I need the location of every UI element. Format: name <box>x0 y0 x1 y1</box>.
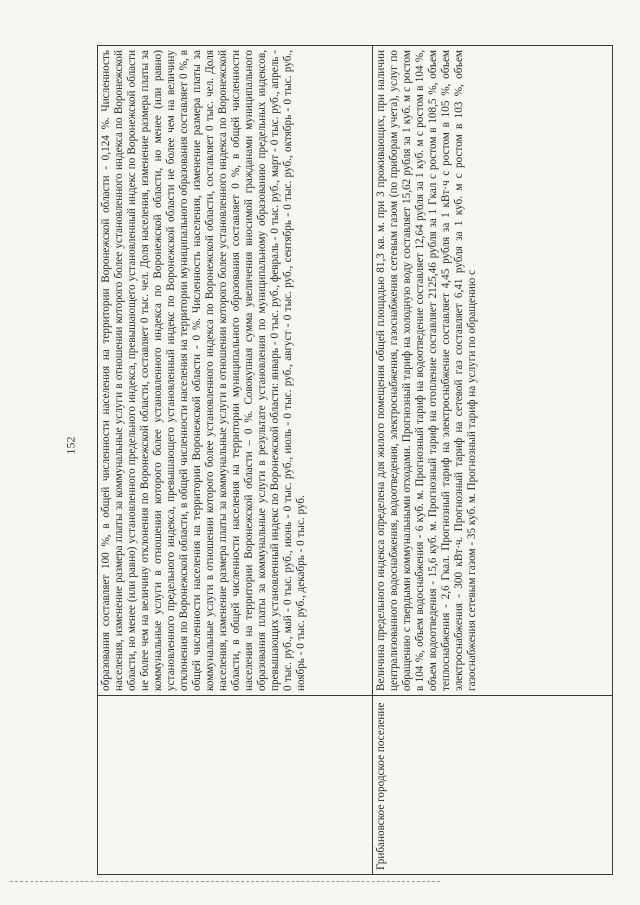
rotated-table-frame <box>97 45 612 875</box>
tariff-table <box>97 45 613 875</box>
description-text: Величина предельного индекса определена для жилого помещения общей площадью 81,3 кв. м. при 3 проживающих, при наличии централизованного водоснабжения, водоотведения, электроснабжения, газоснабжения сетевым газом (по приборам учета), услуг по обращению с твердыми коммунальными отходами. Прогнозный тариф на холодную воду составляет 15,62 рубля за 1 куб. м с ростом в 104 %, объем водоснабжения - 6 куб. м. Прогнозный тариф на водоотведение составляет 12,64 рубля за 1 куб. м с ростом в 104 %, объем водоотведения - 15,6 куб. м. Прогнозный тариф на отопление составляет 2125,46 рубля за 1 Гкал с ростом в 108,5 %, объем теплоснабжения - 2,6 Гкал. Прогнозный тариф на электроснабжение составляет 4,45 рубля за 1 кВт·ч с ростом в 105 %, объем электроснабжения - 300 кВт·ч. Прогнозный тариф на сетевой газ составляет 6,41 рубля за 1 куб. м с ростом в 103 %, объем газоснабжения сетевым газом - 35 куб. м. Прогнозный тариф на услуги по обращению с <box>375 50 478 691</box>
description-text: образования составляет 100 %, в общей численности населения на территории Воронежской области - 0,124 %. Численность населения, изменение размера платы за коммунальные услуги в отношении которого более установленного индекса по Воронежской области, но менее (или равно) установленного предельного индекса, превышающего установленный индекс по Воронежской области не более чем на величину отклонения по Воронежской области, составляет 0 тыс. чел. Доля населения, изменение размера платы за коммунальные услуги в отношении которого более установленного индекса по Воронежской области, но менее (или равно) установленного предельного индекса, превышающего установленный индекс по Воронежской области не более чем на величину отклонения по Воронежской области, в общей численности населения на территории муниципального образования составляет 0 %, в общей численности населения на территории Воронежской области - 0 %. Численность населения, изменение размера платы за коммунальные услуги в отношении которого более установленного индекса по Воронежской области, составляет 0 тыс. чел. Доля населения, изменение размера платы за коммунальные услуги в отношении которого более установленного индекса по Воронежской области, в общей численности населения на территории муниципального образования составляет 0 %, в общей численности населения на территории Воронежской области – 0 %. Совокупная сумма увеличения вносимой гражданами муниципального образования платы за коммунальные услуги в результате установления по муниципальному образованию предельных индексов, превышающих установленный индекс по Воронежской области: январь - 0 тыс. руб., февраль - 0 тыс. руб., март - 0 тыс. руб., апрель - 0 тыс. руб., май - 0 тыс. руб., июнь - 0 тыс. руб., июль - 0 тыс. руб., август - 0 тыс. руб., сентябрь - 0 тыс. руб., октябрь - 0 тыс. руб., ноябрь - 0 тыс. руб., декабрь - 0 тыс. руб. <box>100 50 307 691</box>
page-number: 152 <box>63 436 78 455</box>
table-row <box>98 46 373 875</box>
description-cell <box>373 46 613 696</box>
scan-footer-line <box>10 881 440 883</box>
table-row <box>373 46 613 875</box>
settlement-name-cell: Грибановское городское поселение <box>373 696 613 875</box>
settlement-name-cell <box>98 696 373 875</box>
description-cell <box>98 46 373 696</box>
